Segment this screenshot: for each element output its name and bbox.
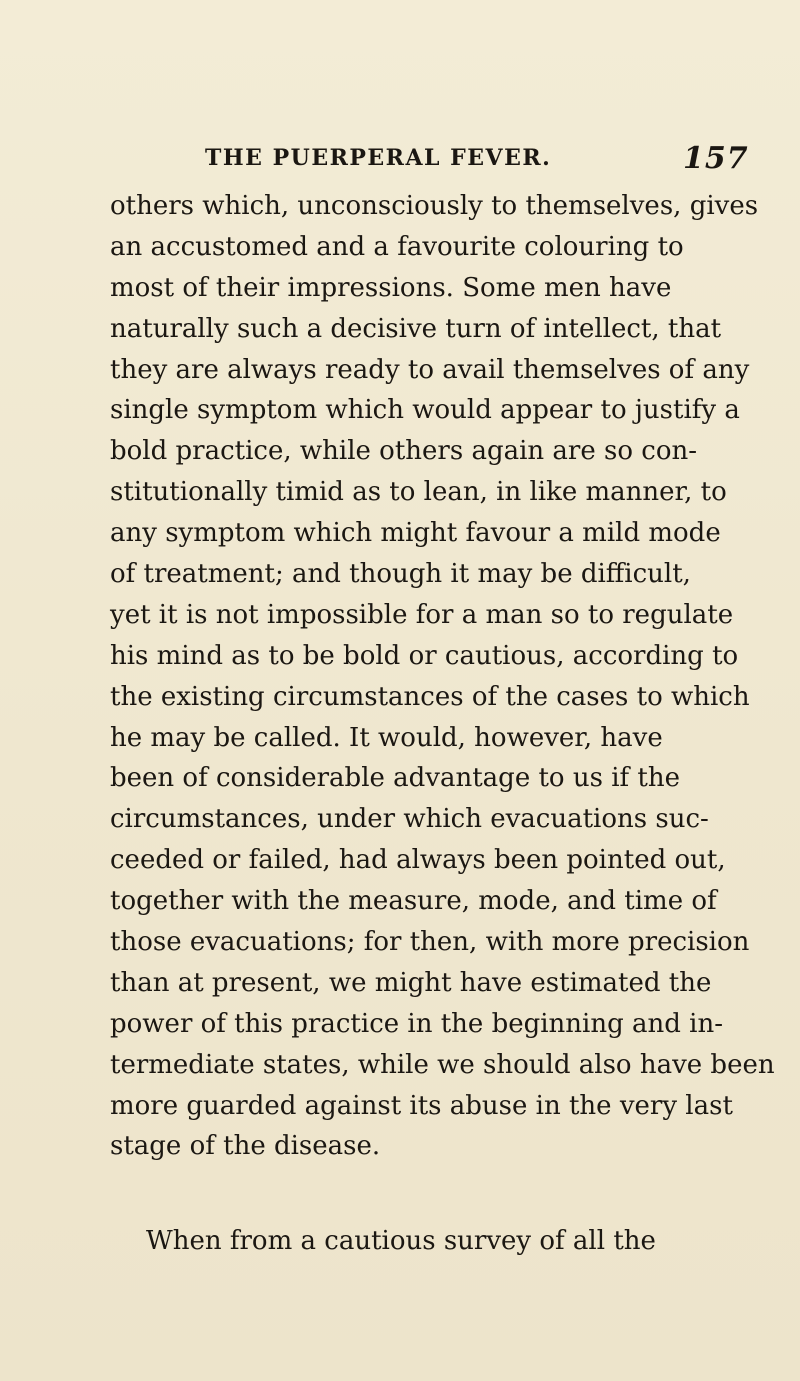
text-line: those evacuations; for then, with more precision <box>110 927 750 958</box>
text-line: his mind as to be bold or cautious, according to <box>110 640 739 671</box>
paragraph-1 <box>110 186 775 1167</box>
text-line: been of considerable advantage to us if the <box>110 763 680 794</box>
text-line: termediate states, while we should also have been <box>110 1049 775 1080</box>
text-line: yet it is not impossible for a man so to regulate <box>110 599 734 630</box>
text-line: an accustomed and a favourite colouring to <box>110 231 684 262</box>
paragraph-2 <box>110 1221 655 1262</box>
text-line: ceeded or failed, had always been pointed out, <box>110 845 726 876</box>
text-line: more guarded against its abuse in the very last <box>110 1090 733 1121</box>
text-line: naturally such a decisive turn of intellect, that <box>110 313 722 344</box>
text-line: any symptom which might favour a mild mode <box>110 518 721 549</box>
text-line: others which, unconsciously to themselves, gives <box>110 191 759 221</box>
text-line: together with the measure, mode, and time of <box>110 886 717 917</box>
text-line: single symptom which would appear to justify a <box>110 395 740 426</box>
page-header <box>0 141 800 185</box>
paragraph-gap <box>110 1167 655 1221</box>
text-line: When from a cautious survey of all the <box>146 1226 656 1257</box>
text-line: power of this practice in the beginning and in- <box>110 1008 724 1039</box>
text-line: circumstances, under which evacuations suc- <box>110 804 709 835</box>
text-line: they are always ready to avail themselves of any <box>110 354 750 385</box>
text-line: most of their impressions. Some men have <box>110 272 672 303</box>
text-line: he may be called. It would, however, have <box>110 722 663 753</box>
text-line: stitutionally timid as to lean, in like manner, to <box>110 477 727 508</box>
text-line: bold practice, while others again are so con- <box>110 436 698 467</box>
text-line: than at present, we might have estimated the <box>110 967 712 998</box>
text-line: of treatment; and though it may be difficult, <box>110 559 691 590</box>
page-number: 157 <box>683 141 749 176</box>
body-text <box>110 186 775 1262</box>
running-title: THE PUERPERAL FEVER. <box>205 145 552 171</box>
text-line: stage of the disease. <box>110 1131 381 1162</box>
text-line: the existing circumstances of the cases to which <box>110 681 750 712</box>
